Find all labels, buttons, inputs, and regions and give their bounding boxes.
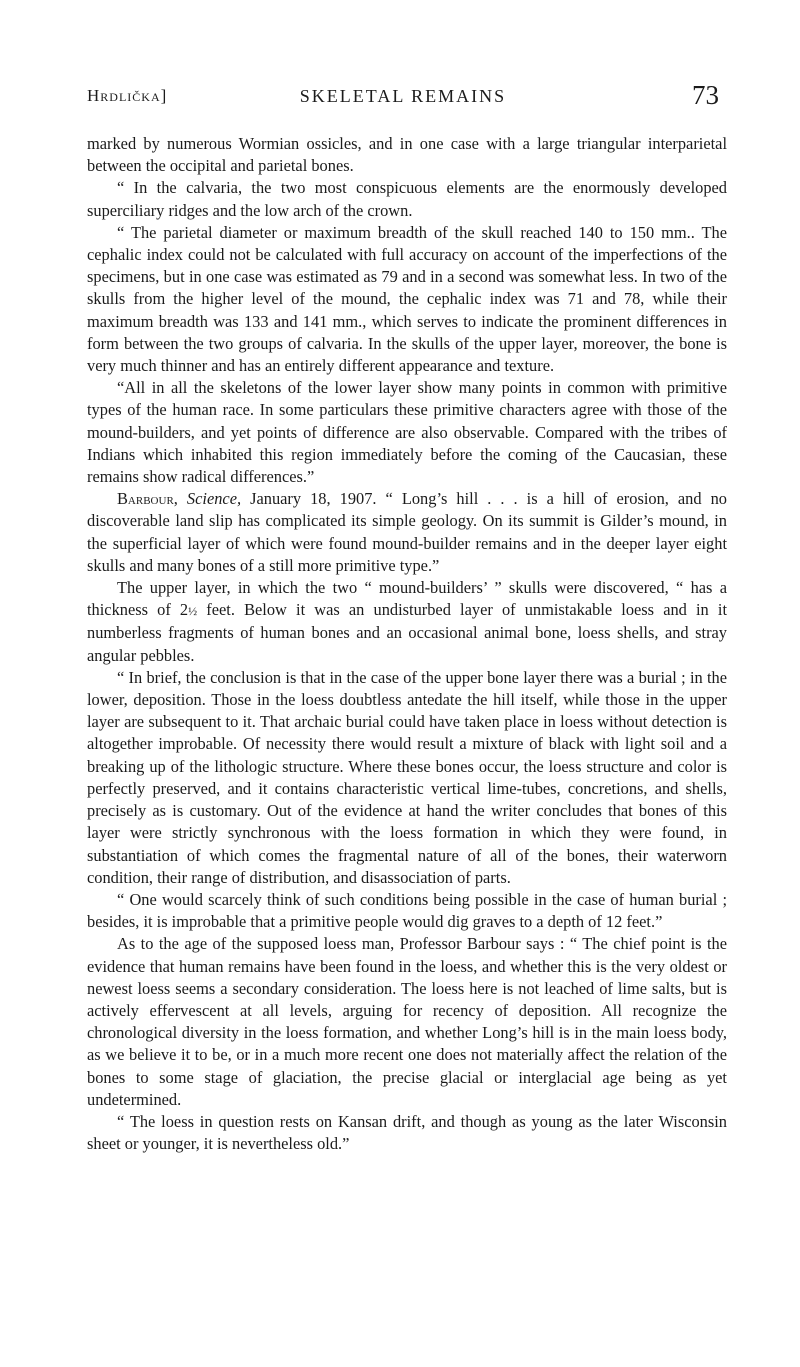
paragraph-text: feet. Below it was an undisturbed layer of unmistakable loess and in it numberless fragments of human bones and an occasional animal bone, loess shells, and stray angular pebbles. <box>87 600 728 665</box>
citation-author: Barbour, <box>117 489 178 509</box>
paragraph: “ The parietal diameter or maximum breadth of the skull reached 140 to 150 mm.. The cephalic index could not be calculated with full accuracy on account of the imperfections of the specimens, but in one case was estimated as 79 and in a second was somewhat less. In two of the skulls from the higher level of the mound, the cephalic index was 71 and 78, while their maximum breadth was 133 and 141 mm., which serves to indicate the prominent differences in form between the two groups of calvaria. In the skulls of the upper layer, moreover, the bone is very much thinner and has an entirely different appearance and texture. <box>87 222 727 376</box>
paragraph: “ The loess in question rests on Kansan drift, and though as young as the later Wisconsin sheet or younger, it is nevertheless old.” <box>87 1111 727 1154</box>
body-text <box>87 133 727 1155</box>
citation-text: January 18, 1907. “ Long’s hill . . . is a hill of erosion, and no discoverable land slip has complicated its simple geology. On its summit is Gilder’s mound, in the superficial layer of which were found mound-builder remains and in the deeper layer eight skulls and many bones of a still more primitive type.” <box>87 489 727 575</box>
paragraph: “All in all the skeletons of the lower layer show many points in common with primitive types of the human race. In some particulars these primitive characters agree with those of the mound-builders, and yet points of difference are also observable. Compared with the tribes of Indians which inhabited this region immediately before the coming of the Caucasian, these remains show radical differences.” <box>87 378 727 487</box>
citation-journal: Science, <box>186 489 242 509</box>
paragraph-text: The upper layer, in which the two “ mound-builders’ ” skulls were discovered, “ has a thickness of 2 <box>87 578 727 620</box>
fraction: ½ <box>188 604 198 619</box>
paragraph: marked by numerous Wormian ossicles, and in one case with a large triangular interparietal between the occipital and parietal bones. <box>87 134 727 176</box>
paragraph <box>87 577 727 667</box>
paragraph: “ In the calvaria, the two most conspicuous elements are the enormously developed superciliary ridges and the low arch of the crown. <box>87 178 727 220</box>
page-number: 73 <box>692 80 719 110</box>
paragraph: As to the age of the supposed loess man, Professor Barbour says : “ The chief point is the evidence that human remains have been found in the loess, and whether this is the very oldest or newest loess seems a secondary consideration. The loess here is not leached of lime salts, but is actively effervescent at all levels, arguing for recency of deposition. All recognize the chronological diversity in the loess formation, and whether Long’s hill is in the main loess body, as we believe it to be, or in a much more recent one does not materially affect the relation of the bones to some stage of glaciation, the precise glacial or interglacial age being as yet undetermined. <box>87 934 727 1109</box>
paragraph-citation <box>87 488 727 577</box>
header-author: Hrdlička] <box>87 86 168 105</box>
paragraph: “ One would scarcely think of such conditions being possible in the case of human burial ; besides, it is improbable that a primitive people would dig graves to a depth of 12 feet.” <box>87 889 727 932</box>
header-title: SKELETAL REMAINS <box>299 86 507 106</box>
running-header <box>87 80 719 110</box>
paragraph: “ In brief, the conclusion is that in the case of the upper bone layer there was a burial ; in the lower, deposition. Those in the loess doubtless antedate the hill itself, while those in the upper layer are subsequent to it. That archaic burial could have taken place in loess without detection is altogether improbable. Of necessity there would result a mixture of black with light soil and a breaking up of the lithologic structure. Where these bones occur, the loess structure and color is perfectly preserved, and it contains characteristic vertical lime-tubes, concretions, and shells, precisely as is customary. Out of the evidence at hand the writer concludes that bones of this layer were strictly synchronous with the loess formation in which they were found, in substantiation of which comes the fragmental nature of all of the bones, their waterworn condition, their range of distribution, and disassociation of parts. <box>87 667 727 887</box>
